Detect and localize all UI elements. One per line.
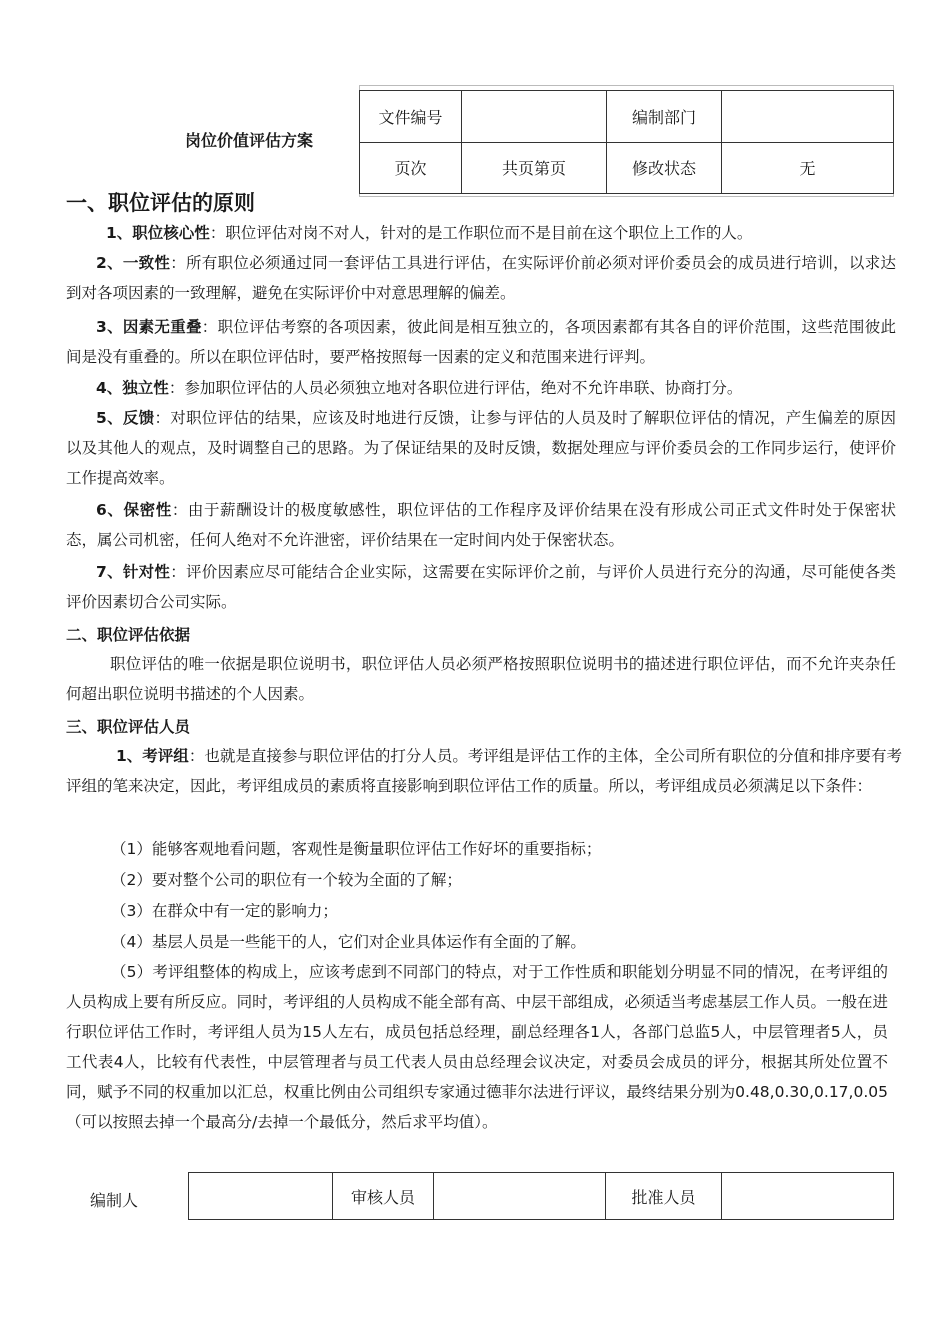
section3-heading: 三、职位评估人员	[66, 718, 191, 736]
condition-item-5: （5）考评组整体的构成上，应该考虑到不同部门的特点，对于工作性质和职能划分明显不同的情况，在考评组的人员构成上要有所反应。同时，考评组的人员构成不能全部有高、中层干部组成，必须适当考虑基层工作人员。一般在进行职位评估工作时，考评组人员为15人左右，成员包括总经理，副总经理各1人，各部门总监5人，中层管理者5人，员工代表4人，比较有代表性，中层管理者与员工代表人员由总经理会议决定，对委员会成员的评分，根据其所处位置不同，赋予不同的权重加以汇总，权重比例由公司组织专家通过德菲尔法进行评议，最终结果分别为0.48,0.30,0.17,0.05（可以按照去掉一个最高分/去掉一个最低分，然后求平均值）。	[66, 963, 888, 1131]
condition-item: （3）在群众中有一定的影响力；	[111, 902, 338, 920]
reviewer-value	[434, 1173, 606, 1220]
document-title: 岗位价值评估方案	[185, 131, 314, 150]
principle-item	[66, 248, 896, 308]
page-value: 共页第页	[462, 142, 607, 194]
item-text: ：所有职位必须通过同一套评估工具进行评估，在实际评价前必须对评价委员会的成员进行培训，以求达到对各项因素的一致理解，避免在实际评价中对意思理解的偏差。	[66, 254, 896, 302]
prepared-by-value	[189, 1173, 333, 1220]
principle-item	[66, 373, 896, 403]
principle-item	[66, 403, 896, 493]
item-text: ：评价因素应尽可能结合企业实际，这需要在实际评价之前，与评价人员进行充分的沟通，尽可能使各类评价因素切合公司实际。	[66, 563, 896, 611]
item-number: 4、	[96, 379, 123, 397]
item-term: 一致性	[122, 254, 171, 272]
item-term: 反馈	[122, 409, 155, 427]
reviewer-label: 审核人员	[333, 1173, 434, 1220]
item-text: ：参加职位评估的人员必须独立地对各职位进行评估，绝对不允许串联、协商打分。	[168, 379, 743, 397]
item-term: 因素无重叠	[122, 318, 202, 336]
file-no-value	[462, 91, 607, 143]
item-number: 7、	[96, 563, 123, 581]
item-text: ：职位评估对岗不对人，针对的是工作职位而不是目前在这个职位上工作的人。	[209, 224, 753, 242]
item-text: ：由于薪酬设计的极度敏感性，职位评估的工作程序及评价结果在没有形成公司正式文件时处于保密状态，属公司机密，任何人绝对不允许泄密，评价结果在一定时间内处于保密状态。	[66, 501, 896, 549]
item-number: 2、	[96, 254, 123, 272]
dept-label: 编制部门	[607, 91, 722, 143]
dept-value	[722, 91, 894, 143]
principle-item	[66, 495, 896, 555]
condition-item: （4）基层人员是一些能干的人，它们对企业具体运作有全面的了解。	[111, 933, 586, 951]
item-text: ：职位评估考察的各项因素，彼此间是相互独立的，各项因素都有其各自的评价范围，这些范围彼此间是没有重叠的。所以在职位评估时，要严格按照每一因素的定义和范围来进行评判。	[66, 318, 896, 366]
approval-table	[188, 1172, 894, 1220]
section3-intro	[66, 741, 902, 801]
file-no-label: 文件编号	[360, 91, 462, 143]
principle-item	[66, 557, 896, 617]
principle-item	[66, 312, 896, 372]
item-number: 1、	[106, 224, 133, 242]
item-number: 6、	[96, 501, 124, 519]
item-term: 保密性	[123, 501, 172, 519]
item-term: 独立性	[122, 379, 169, 397]
section2-heading: 二、职位评估依据	[66, 626, 191, 644]
revision-label: 修改状态	[607, 142, 722, 194]
section2-paragraph: 职位评估的唯一依据是职位说明书，职位评估人员必须严格按照职位说明书的描述进行职位评估，而不允许夹杂任何超出职位说明书描述的个人因素。	[66, 655, 896, 703]
approver-label: 批准人员	[606, 1173, 722, 1220]
item-term: 职位核心性	[132, 224, 210, 242]
item-text: ：也就是直接参与职位评估的打分人员。考评组是评估工作的主体，全公司所有职位的分值和排序要有考评组的笔来决定，因此，考评组成员的素质将直接影响到职位评估工作的质量。所以，考评组成员必须满足以下条件：	[66, 747, 902, 795]
item-number: 3、	[96, 318, 123, 336]
approver-value	[722, 1173, 894, 1220]
section1-heading: 一、职位评估的原则	[66, 191, 255, 215]
revision-value: 无	[722, 142, 894, 194]
condition-item: （1）能够客观地看问题，客观性是衡量职位评估工作好坏的重要指标；	[111, 840, 602, 858]
item-text: ：对职位评估的结果，应该及时地进行反馈，让参与评估的人员及时了解职位评估的情况，产生偏差的原因以及其他人的观点，及时调整自己的思路。为了保证结果的及时反馈，数据处理应与评价委员会的工作同步运行，使评价工作提高效率。	[66, 409, 896, 487]
condition-item: （2）要对整个公司的职位有一个较为全面的了解；	[111, 871, 462, 889]
item-term: 针对性	[122, 563, 171, 581]
item-number: 1、	[116, 747, 143, 765]
item-term: 考评组	[142, 747, 189, 765]
prepared-by-label: 编制人	[90, 1191, 139, 1210]
page-label: 页次	[360, 142, 462, 194]
principle-item	[66, 218, 896, 248]
header-info-table	[359, 90, 894, 194]
item-number: 5、	[96, 409, 123, 427]
